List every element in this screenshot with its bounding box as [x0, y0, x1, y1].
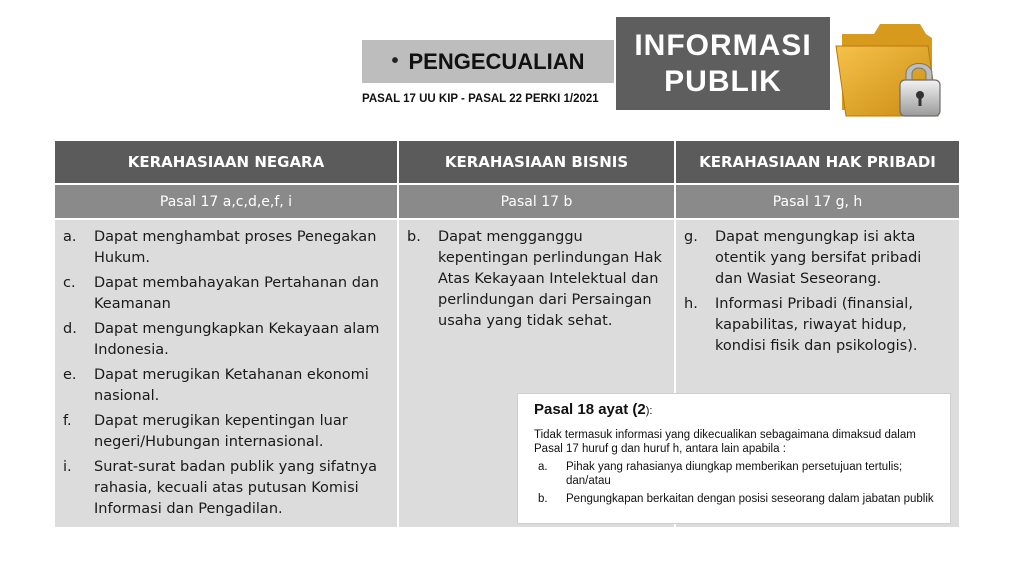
title-line-1: INFORMASI [634, 28, 812, 62]
body-negara [55, 219, 398, 527]
header-bisnis: KERAHASIAAN BISNIS [398, 141, 675, 184]
table-header-row [55, 141, 959, 184]
title-line-2: PUBLIK [664, 64, 782, 98]
note-title-text: Pasal 18 ayat (2 [534, 401, 646, 418]
locked-folder-icon [828, 16, 958, 128]
note-text: Pihak yang rahasianya diungkap memberikan persetujuan tertulis; dan/atau [566, 461, 903, 487]
note-title-suffix: ): [645, 405, 653, 417]
list-text: Dapat mengganggu kepentingan perlindungan Hak Atas Kekayaan Intelektual dan perlindungan dari Persaingan usaha yang tidak sehat. [438, 229, 662, 329]
section-label-text: PENGECUALIAN [408, 48, 585, 74]
list-text: Informasi Pribadi (finansial, kapabilitas, riwayat hidup, kondisi fisik dan psikologis). [715, 296, 918, 354]
table-subheader-row [55, 184, 959, 219]
legal-reference: PASAL 17 UU KIP - PASAL 22 PERKI 1/2021 [362, 93, 599, 105]
header-pribadi: KERAHASIAAN HAK PRIBADI [675, 141, 959, 184]
list-item [61, 411, 389, 453]
note-title [534, 401, 652, 418]
list-marker: b. [407, 229, 421, 245]
list-item [682, 294, 951, 357]
list-marker: d. [63, 321, 77, 337]
list-text: Dapat mengungkap isi akta otentik yang bersifat pribadi dan Wasiat Seseorang. [715, 229, 922, 287]
bullet: • [391, 50, 399, 72]
note-item [534, 461, 946, 488]
list-text: Dapat mengungkapkan Kekayaan alam Indonesia. [94, 321, 380, 358]
sub-negara: Pasal 17 a,c,d,e,f, i [55, 184, 398, 219]
list-item [61, 457, 389, 520]
list-text: Dapat merugikan kepentingan luar negeri/Hubungan internasional. [94, 413, 348, 450]
section-label [362, 40, 614, 83]
list-marker: e. [63, 367, 77, 383]
list-item [682, 227, 951, 290]
list-item [61, 365, 389, 407]
list-text: Dapat menghambat proses Penegakan Hukum. [94, 229, 377, 266]
note-list [534, 461, 946, 512]
list-marker: g. [684, 229, 698, 245]
list-marker: f. [63, 413, 72, 429]
list-marker: h. [684, 296, 698, 312]
header-negara: KERAHASIAAN NEGARA [55, 141, 398, 184]
list-item [61, 319, 389, 361]
list-marker: c. [63, 275, 76, 291]
list-item [61, 227, 389, 269]
list-marker: a. [63, 229, 77, 245]
note-marker: a. [538, 461, 548, 473]
note-intro: Tidak termasuk informasi yang dikecualikan sebagaimana dimaksud dalam Pasal 17 huruf g dan huruf h, antara lain apabila : [534, 429, 916, 455]
list-text: Surat-surat badan publik yang sifatnya rahasia, kecuali atas putusan Komisi Informasi dan Pengadilan. [94, 459, 378, 517]
sub-pribadi: Pasal 17 g, h [675, 184, 959, 219]
list-text: Dapat membahayakan Pertahanan dan Keamanan [94, 275, 379, 312]
list-item [61, 273, 389, 315]
sub-bisnis: Pasal 17 b [398, 184, 675, 219]
note-marker: b. [538, 493, 548, 505]
list-item [405, 227, 666, 332]
note-text: Pengungkapan berkaitan dengan posisi seseorang dalam jabatan publik [566, 493, 934, 505]
list-marker: i. [63, 459, 72, 475]
pasal-18-note [517, 393, 951, 524]
title-banner [616, 17, 830, 110]
list-text: Dapat merugikan Ketahanan ekonomi nasional. [94, 367, 369, 404]
note-item [534, 493, 946, 507]
